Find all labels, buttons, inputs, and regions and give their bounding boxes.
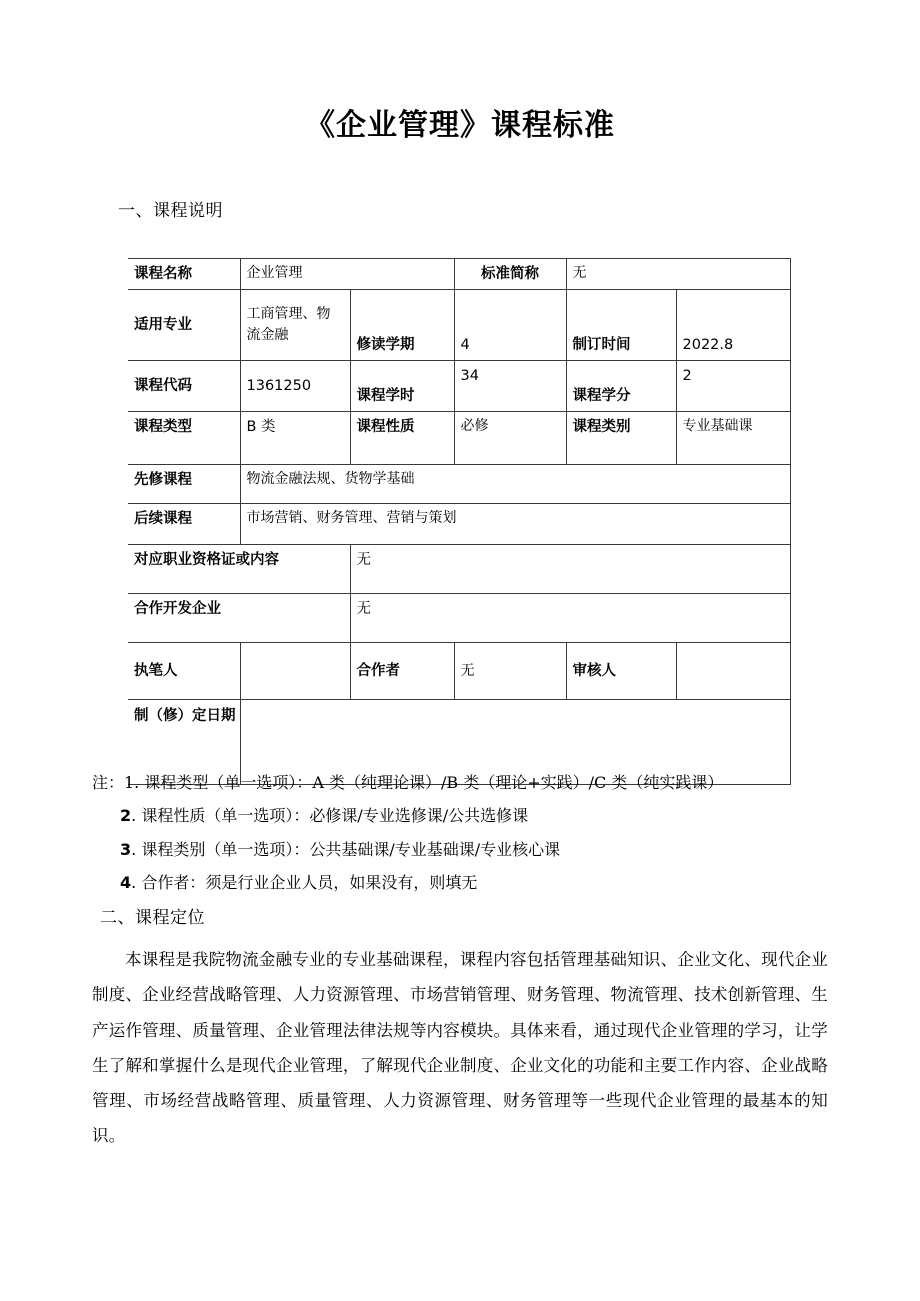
cell-label-course-hours: 课程学时 <box>350 361 454 412</box>
note-number-3: 3 <box>120 839 132 859</box>
cell-value-course-hours: 34 <box>454 361 566 412</box>
cell-label-reviewer: 审核人 <box>566 643 676 700</box>
note-text-3: . 课程类别（单一选项）：公共基础课/专业基础课/专业核心课 <box>131 839 561 859</box>
cell-label-course-code: 课程代码 <box>128 361 240 412</box>
cell-value-course-nature: 必修 <box>454 412 566 465</box>
course-info-table <box>128 258 791 785</box>
cell-label-collaborator: 合作者 <box>350 643 454 700</box>
cell-label-course-name: 课程名称 <box>128 259 240 290</box>
cell-value-prerequisite-courses: 物流金融法规、货物学基础 <box>240 465 790 504</box>
cell-label-cooperative-enterprise: 合作开发企业 <box>128 594 350 643</box>
table-row <box>128 259 790 290</box>
note-line-3 <box>92 833 882 866</box>
cell-label-course-type: 课程类型 <box>128 412 240 465</box>
note-text-2: . 课程性质（单一选项）：必修课/专业选修课/公共选修课 <box>131 806 529 826</box>
table-row <box>128 594 790 643</box>
section-heading-course-positioning: 二、课程定位 <box>100 908 205 928</box>
cell-label-followup-courses: 后续课程 <box>128 504 240 545</box>
cell-value-author <box>240 643 350 700</box>
cell-label-course-nature: 课程性质 <box>350 412 454 465</box>
cell-label-course-credits: 课程学分 <box>566 361 676 412</box>
note-number-2: 2 <box>120 806 132 826</box>
cell-label-course-category: 课程类别 <box>566 412 676 465</box>
cell-value-cooperative-enterprise: 无 <box>350 594 790 643</box>
cell-label-revision-date: 制（修）定日期 <box>128 700 240 785</box>
note-line-2 <box>92 799 882 832</box>
cell-value-course-credits: 2 <box>676 361 790 412</box>
cell-value-course-name: 企业管理 <box>240 259 454 290</box>
cell-value-course-type: B 类 <box>240 412 350 465</box>
table-row <box>128 643 790 700</box>
cell-value-course-category: 专业基础课 <box>676 412 790 465</box>
course-positioning-paragraph: 本课程是我院物流金融专业的专业基础课程，课程内容包括管理基础知识、企业文化、现代企业制度、企业经营战略管理、人力资源管理、市场营销管理、财务管理、物流管理、技术创新管理、生产运作管理、质量管理、企业管理法律法规等内容模块。具体来看，通过现代企业管理的学习，让学生了解和掌握什么是现代企业管理，了解现代企业制度、企业文化的功能和主要工作内容、企业战略管理、市场经营战略管理、质量管理、人力资源管理、财务管理等一些现代企业管理的最基本的知识。 <box>92 950 828 1146</box>
note-line-1: 注：1. 课程类型（单一选项）：A 类（纯理论课）/B 类（理论+实践）/C 类（纯实践课） <box>92 773 724 792</box>
cell-value-formulation-date: 2022.8 <box>676 290 790 361</box>
note-number-4: 4 <box>120 872 132 892</box>
table-row <box>128 504 790 545</box>
cell-label-prerequisite-courses: 先修课程 <box>128 465 240 504</box>
note-text-4: . 合作者：须是行业企业人员，如果没有，则填无 <box>131 872 478 892</box>
cell-label-standard-abbr: 标准简称 <box>454 259 566 290</box>
note-line-4 <box>92 866 882 899</box>
cell-value-followup-courses: 市场营销、财务管理、营销与策划 <box>240 504 790 545</box>
section-heading-course-description: 一、课程说明 <box>118 201 223 221</box>
table-row <box>128 412 790 465</box>
cell-label-study-term: 修读学期 <box>350 290 454 361</box>
cell-value-collaborator: 无 <box>454 643 566 700</box>
cell-value-vocational-certificate: 无 <box>350 545 790 594</box>
cell-label-applicable-major: 适用专业 <box>128 290 240 361</box>
table-row <box>128 361 790 412</box>
cell-label-formulation-date: 制订时间 <box>566 290 676 361</box>
table-row <box>128 465 790 504</box>
cell-value-course-code: 1361250 <box>240 361 350 412</box>
cell-label-author: 执笔人 <box>128 643 240 700</box>
table-row <box>128 545 790 594</box>
page-title: 《企业管理》课程标准 <box>305 108 615 143</box>
table-notes <box>92 766 882 899</box>
table-row <box>128 290 790 361</box>
cell-value-reviewer <box>676 643 790 700</box>
cell-value-applicable-major: 工商管理、物流金融 <box>240 290 350 361</box>
cell-value-study-term: 4 <box>454 290 566 361</box>
cell-label-vocational-certificate: 对应职业资格证或内容 <box>128 545 350 594</box>
cell-value-standard-abbr: 无 <box>566 259 790 290</box>
